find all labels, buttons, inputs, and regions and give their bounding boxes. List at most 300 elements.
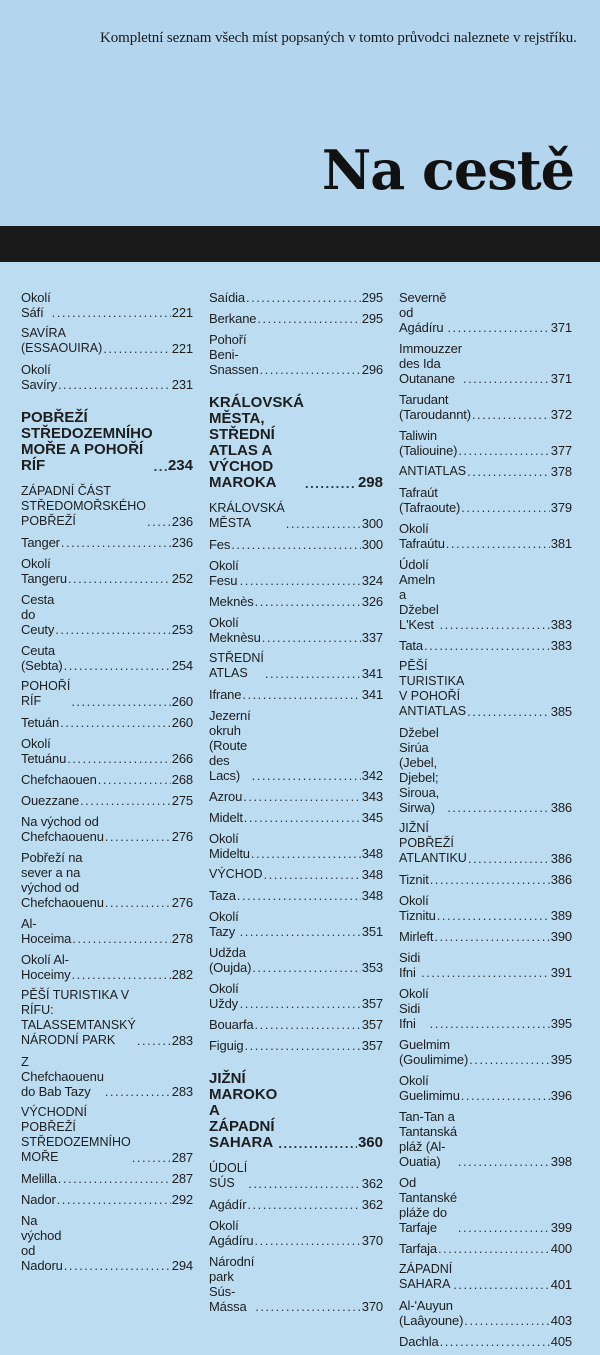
dot-leader	[446, 538, 550, 549]
dot-leader	[154, 461, 167, 473]
index-column-2	[209, 290, 383, 1320]
header-area	[0, 0, 600, 226]
entry-page-number: 348	[361, 846, 383, 861]
entry-name: Tafraút (Tafraoute)	[399, 485, 461, 515]
entry-name: Al-'Auyun (Laâyoune)	[399, 1298, 464, 1328]
index-entry	[209, 981, 383, 1011]
index-entry	[399, 392, 572, 422]
entry-page-number: 383	[550, 617, 572, 632]
index-entry	[209, 708, 383, 783]
index-entry	[399, 1262, 572, 1292]
entry-name: Bouarfa	[209, 1017, 254, 1032]
entry-page-number: 357	[361, 1017, 383, 1032]
index-entry	[399, 659, 572, 719]
entry-name: Okolí Tazy	[209, 909, 239, 939]
entry-name: Agádír	[209, 1197, 247, 1212]
entry-page-number: 283	[171, 1033, 193, 1048]
entry-page-number: 391	[550, 965, 572, 980]
index-entry	[21, 290, 193, 320]
entry-name: Melilla	[21, 1171, 57, 1186]
index-entry	[399, 1298, 572, 1328]
entry-name: Na východ od Chefchaouenu	[21, 814, 104, 844]
entry-page-number: 403	[550, 1313, 572, 1328]
entry-page-number: 386	[550, 872, 572, 887]
index-entry	[21, 592, 193, 637]
dot-leader	[247, 1199, 360, 1210]
entry-name: Pobřeží na sever a na východ od Chefchaouenu	[21, 850, 104, 910]
dot-leader	[421, 967, 550, 978]
dot-leader	[286, 518, 361, 529]
dot-leader	[72, 969, 171, 980]
entry-name: ZÁPADNÍ ČÁST STŘEDOMOŘSKÉHO POBŘEŽÍ	[21, 484, 147, 528]
entry-page-number: 276	[171, 895, 193, 910]
entry-name: Okolí Tetuánu	[21, 736, 67, 766]
index-entry	[21, 952, 193, 982]
index-entry	[399, 821, 572, 866]
entry-page-number: 396	[550, 1088, 572, 1103]
entry-name: Okolí Agádíru	[209, 1218, 254, 1248]
index-entry	[21, 772, 193, 787]
index-section-heading	[209, 1071, 383, 1151]
index-entry	[209, 1038, 383, 1053]
dot-leader	[231, 539, 361, 550]
index-entry	[399, 1334, 572, 1349]
entry-page-number: 294	[171, 1258, 193, 1273]
dot-leader	[440, 619, 550, 630]
entry-page-number: 360	[357, 1134, 383, 1151]
entry-name: Od Tantanské pláže do Tarfaje	[399, 1175, 457, 1235]
entry-name: Z Chefchaouenu do Bab Tazy	[21, 1054, 104, 1099]
dot-leader	[103, 343, 171, 354]
index-entry	[399, 1037, 572, 1067]
entry-name: Džebel Sirúa (Jebel, Djebel; Siroua, Sirwa)	[399, 725, 440, 815]
entry-page-number: 254	[171, 658, 193, 673]
entry-page-number: 357	[361, 996, 383, 1011]
entry-page-number: 300	[361, 537, 383, 552]
dot-leader	[137, 1035, 171, 1046]
entry-page-number: 371	[550, 371, 572, 386]
index-entry	[21, 679, 193, 709]
entry-page-number: 385	[550, 704, 572, 719]
entry-name: Okolí Uždy	[209, 981, 239, 1011]
entry-name: Okolí Tangeru	[21, 556, 67, 586]
entry-name: Cesta do Ceuty	[21, 592, 55, 637]
dot-leader	[467, 466, 550, 477]
dot-leader	[430, 1018, 550, 1029]
entry-page-number: 348	[361, 888, 383, 903]
entry-page-number: 370	[361, 1233, 383, 1248]
dot-leader	[147, 516, 171, 527]
dot-leader	[61, 537, 171, 548]
entry-name: Figuig	[209, 1038, 244, 1053]
entry-page-number: 395	[550, 1016, 572, 1031]
dot-leader	[237, 890, 361, 901]
dot-leader	[57, 1194, 171, 1205]
index-entry	[399, 638, 572, 653]
dot-leader	[453, 1279, 550, 1290]
entry-page-number: 395	[550, 1052, 572, 1067]
dot-leader	[240, 926, 361, 937]
entry-page-number: 386	[550, 800, 572, 815]
entry-name: PĚŠÍ TURISTIKA V POHOŘÍ ANTIATLAS	[399, 659, 467, 718]
entry-name: Tarfaja	[399, 1241, 437, 1256]
dot-leader	[254, 1235, 360, 1246]
entry-page-number: 345	[361, 810, 383, 825]
entry-name: Dachla	[399, 1334, 439, 1349]
dot-leader	[58, 1173, 171, 1184]
entry-name: Okolí Al-Hoceimy	[21, 952, 71, 982]
dot-leader	[105, 1086, 171, 1097]
entry-page-number: 357	[361, 1038, 383, 1053]
dot-leader	[67, 753, 171, 764]
dot-leader	[244, 812, 361, 823]
dot-leader	[248, 1178, 361, 1189]
index-entry	[399, 1109, 572, 1169]
entry-name: VÝCHODNÍ POBŘEŽÍ STŘEDOZEMNÍHO MOŘE	[21, 1105, 131, 1164]
index-entry	[21, 988, 193, 1048]
index-entry	[209, 909, 383, 939]
dot-leader	[464, 1315, 549, 1326]
dot-leader	[52, 307, 171, 318]
entry-page-number: 362	[361, 1176, 383, 1191]
entry-page-number: 353	[361, 960, 383, 975]
index-entry	[21, 814, 193, 844]
index-entry	[399, 725, 572, 815]
entry-name: KRÁLOVSKÁ MĚSTA, STŘEDNÍ ATLAS A VÝCHOD MAROKA	[209, 394, 305, 491]
entry-page-number: 342	[361, 768, 383, 783]
entry-page-number: 401	[550, 1277, 572, 1292]
index-entry	[399, 1073, 572, 1103]
index-entry	[21, 556, 193, 586]
entry-page-number: 377	[550, 443, 572, 458]
index-entry	[209, 1254, 383, 1314]
index-entry	[21, 1054, 193, 1099]
dot-leader	[132, 1152, 171, 1163]
entry-name: VÝCHOD	[209, 867, 263, 881]
index-entry	[21, 715, 193, 730]
entry-name: Okolí Sáfí	[21, 290, 51, 320]
dot-leader	[440, 1336, 550, 1347]
index-entry	[399, 557, 572, 632]
index-column-3	[399, 290, 572, 1355]
entry-name: ÚDOLÍ SÚS	[209, 1161, 248, 1190]
entry-name: Azrou	[209, 789, 243, 804]
dot-leader	[243, 791, 361, 802]
entry-name: Meknès	[209, 594, 254, 609]
index-entry	[21, 1171, 193, 1186]
entry-page-number: 398	[550, 1154, 572, 1169]
dot-leader	[72, 933, 171, 944]
entry-name: Tanger	[21, 535, 60, 550]
dot-leader	[240, 998, 361, 1009]
entry-page-number: 253	[171, 622, 193, 637]
dot-leader	[447, 322, 549, 333]
dot-leader	[458, 1222, 550, 1233]
entry-name: JIŽNÍ POBŘEŽÍ ATLANTIKU	[399, 821, 467, 865]
entry-name: ZÁPADNÍ SAHARA	[399, 1262, 453, 1291]
dot-leader	[105, 897, 171, 908]
index-entry	[399, 893, 572, 923]
entry-name: Okolí Sidi Ifni	[399, 986, 429, 1031]
divider-band	[0, 226, 600, 262]
dot-leader	[242, 689, 360, 700]
index-entry	[209, 810, 383, 825]
entry-page-number: 351	[361, 924, 383, 939]
entry-page-number: 383	[550, 638, 572, 653]
entry-name: PĚŠÍ TURISTIKA V RÍFU: TALASSEMTANSKÝ NÁRODNÍ PARK	[21, 988, 136, 1047]
page-title: Na cestě	[321, 138, 574, 202]
index-entry	[399, 485, 572, 515]
entry-name: Okolí Fesu	[209, 558, 239, 588]
index-entry	[21, 643, 193, 673]
index-entry	[209, 501, 383, 531]
index-entry	[399, 929, 572, 944]
index-entry	[399, 872, 572, 887]
index-entry	[399, 950, 572, 980]
entry-page-number: 362	[361, 1197, 383, 1212]
dot-leader	[80, 795, 171, 806]
dot-leader	[468, 853, 550, 864]
index-entry	[209, 1161, 383, 1191]
entry-page-number: 370	[361, 1299, 383, 1314]
entry-page-number: 231	[171, 377, 193, 392]
dot-leader	[437, 910, 550, 921]
index-entry	[21, 916, 193, 946]
dot-leader	[463, 373, 550, 384]
dot-leader	[438, 1243, 550, 1254]
entry-page-number: 287	[171, 1150, 193, 1165]
entry-name: KRÁLOVSKÁ MĚSTA	[209, 501, 285, 530]
dot-leader	[251, 848, 361, 859]
index-entry	[399, 1241, 572, 1256]
index-entry	[21, 793, 193, 808]
dot-leader	[262, 632, 361, 643]
index-entry	[21, 535, 193, 550]
entry-name: POBŘEŽÍ STŘEDOZEMNÍHO MOŘE A POHOŘÍ RÍF	[21, 409, 153, 474]
entry-page-number: 326	[361, 594, 383, 609]
entry-page-number: 298	[357, 474, 383, 491]
dot-leader	[71, 696, 170, 707]
index-entry	[21, 1192, 193, 1207]
entry-name: Immouzzer des Ida Outanane	[399, 341, 462, 386]
entry-page-number: 343	[361, 789, 383, 804]
entry-name: Tata	[399, 638, 423, 653]
entry-page-number: 337	[361, 630, 383, 645]
index-entry	[21, 1105, 193, 1165]
index-column-1	[21, 290, 193, 1279]
entry-page-number: 236	[171, 535, 193, 550]
dot-leader	[255, 1301, 361, 1312]
entry-name: Saídia	[209, 290, 245, 305]
entry-name: Tiznit	[399, 872, 429, 887]
index-entry	[209, 537, 383, 552]
index-entry	[209, 1218, 383, 1248]
index-entry	[399, 521, 572, 551]
entry-name: Mirleft	[399, 929, 434, 944]
entry-name: Fes	[209, 537, 231, 552]
dot-leader	[254, 1019, 360, 1030]
entry-name: Severně od Agádíru	[399, 290, 447, 335]
entry-name: SAVÍRA (ESSAOUIRA)	[21, 326, 103, 355]
entry-name: Nador	[21, 1192, 56, 1207]
dot-leader	[430, 874, 550, 885]
entry-name: Udžda (Oujda)	[209, 945, 252, 975]
dot-leader	[305, 478, 357, 490]
dot-leader	[458, 1156, 550, 1167]
index-entry	[399, 290, 572, 335]
entry-name: Tarudant (Taroudannt)	[399, 392, 471, 422]
dot-leader	[105, 831, 171, 842]
entry-page-number: 295	[361, 290, 383, 305]
entry-page-number: 341	[361, 666, 383, 681]
index-entry	[209, 867, 383, 882]
entry-name: Okolí Guelimimu	[399, 1073, 460, 1103]
entry-name: Berkane	[209, 311, 257, 326]
entry-page-number: 386	[550, 851, 572, 866]
dot-leader	[55, 624, 171, 635]
entry-page-number: 405	[550, 1334, 572, 1349]
index-entry	[209, 831, 383, 861]
index-entry	[21, 736, 193, 766]
entry-name: Midelt	[209, 810, 243, 825]
entry-page-number: 260	[171, 694, 193, 709]
entry-page-number: 379	[550, 500, 572, 515]
entry-page-number: 389	[550, 908, 572, 923]
dot-leader	[278, 1138, 357, 1150]
entry-name: Tan-Tan a Tantanská pláž (Al-Ouatia)	[399, 1109, 457, 1169]
dot-leader	[64, 1260, 171, 1271]
index-entry	[21, 484, 193, 529]
dot-leader	[469, 1054, 550, 1065]
entry-page-number: 324	[361, 573, 383, 588]
dot-leader	[265, 668, 361, 679]
entry-name: Národní park Sús-Mássa	[209, 1254, 255, 1314]
dot-leader	[58, 379, 171, 390]
index-entry	[209, 332, 383, 377]
index-entry	[209, 311, 383, 326]
entry-page-number: 292	[171, 1192, 193, 1207]
entry-name: ANTIATLAS	[399, 464, 467, 478]
entry-page-number: 221	[171, 341, 193, 356]
entry-name: POHOŘÍ RÍF	[21, 679, 71, 708]
dot-leader	[64, 660, 171, 671]
entry-name: Jezerní okruh (Route des Lacs)	[209, 708, 251, 783]
dot-leader	[240, 575, 361, 586]
entry-page-number: 381	[550, 536, 572, 551]
entry-name: Taliwin (Taliouine)	[399, 428, 458, 458]
entry-name: Ifrane	[209, 687, 242, 702]
dot-leader	[260, 364, 361, 375]
dot-leader	[472, 409, 550, 420]
index-entry	[21, 326, 193, 356]
dot-leader	[467, 706, 550, 717]
entry-page-number: 278	[171, 931, 193, 946]
index-entry	[209, 651, 383, 681]
index-entry	[209, 594, 383, 609]
entry-name: Údolí Ameln a Džebel L'Kest	[399, 557, 439, 632]
index-entry	[209, 789, 383, 804]
entry-page-number: 234	[167, 457, 193, 474]
dot-leader	[461, 1090, 550, 1101]
index-entry	[399, 341, 572, 386]
entry-page-number: 275	[171, 793, 193, 808]
dot-leader	[252, 770, 361, 781]
entry-page-number: 276	[171, 829, 193, 844]
entry-name: Okolí Meknèsu	[209, 615, 261, 645]
dot-leader	[461, 502, 550, 513]
entry-name: Guelmim (Goulimime)	[399, 1037, 469, 1067]
entry-page-number: 287	[171, 1171, 193, 1186]
entry-page-number: 372	[550, 407, 572, 422]
index-entry	[209, 1197, 383, 1212]
dot-leader	[263, 869, 360, 880]
entry-page-number: 282	[171, 967, 193, 982]
dot-leader	[458, 445, 549, 456]
entry-name: Okolí Mideltu	[209, 831, 250, 861]
index-entry	[21, 1213, 193, 1273]
entry-page-number: 348	[361, 867, 383, 882]
index-entry	[209, 1017, 383, 1032]
entry-name: Sidi Ifni	[399, 950, 421, 980]
entry-name: Chefchaouen	[21, 772, 97, 787]
index-entry	[209, 888, 383, 903]
index-section-heading	[209, 395, 383, 491]
entry-name: JIŽNÍ MAROKO A ZÁPADNÍ SAHARA	[209, 1070, 278, 1151]
entry-page-number: 295	[361, 311, 383, 326]
dot-leader	[255, 596, 361, 607]
entry-name: Ouezzane	[21, 793, 80, 808]
index-entry	[209, 687, 383, 702]
dot-leader	[252, 962, 360, 973]
dot-leader	[98, 774, 171, 785]
dot-leader	[245, 1040, 361, 1051]
entry-page-number: 296	[361, 362, 383, 377]
index-entry	[209, 615, 383, 645]
entry-page-number: 341	[361, 687, 383, 702]
entry-name: Tetuán	[21, 715, 60, 730]
entry-page-number: 266	[171, 751, 193, 766]
entry-name: Okolí Savíry	[21, 362, 57, 392]
dot-leader	[447, 802, 550, 813]
index-section-heading	[21, 410, 193, 474]
dot-leader	[246, 292, 361, 303]
index-entry	[399, 1175, 572, 1235]
entry-name: Taza	[209, 888, 236, 903]
entry-name: Okolí Tafraútu	[399, 521, 445, 551]
entry-name: Ceuta (Sebta)	[21, 643, 63, 673]
dot-leader	[68, 573, 171, 584]
entry-page-number: 400	[550, 1241, 572, 1256]
entry-page-number: 268	[171, 772, 193, 787]
index-entry	[21, 362, 193, 392]
tagline: Kompletní seznam všech míst popsaných v tomto průvodci naleznete v rejstříku.	[100, 30, 577, 46]
entry-page-number: 399	[550, 1220, 572, 1235]
dot-leader	[60, 717, 171, 728]
index-entry	[209, 290, 383, 305]
entry-page-number: 300	[361, 516, 383, 531]
index-entry	[21, 850, 193, 910]
entry-page-number: 260	[171, 715, 193, 730]
entry-name: STŘEDNÍ ATLAS	[209, 651, 264, 680]
entry-page-number: 221	[171, 305, 193, 320]
index-entry	[399, 986, 572, 1031]
index-entry	[399, 428, 572, 458]
index-entry	[209, 945, 383, 975]
entry-page-number: 252	[171, 571, 193, 586]
entry-name: Al-Hoceima	[21, 916, 72, 946]
entry-page-number: 236	[171, 514, 193, 529]
dot-leader	[257, 313, 360, 324]
